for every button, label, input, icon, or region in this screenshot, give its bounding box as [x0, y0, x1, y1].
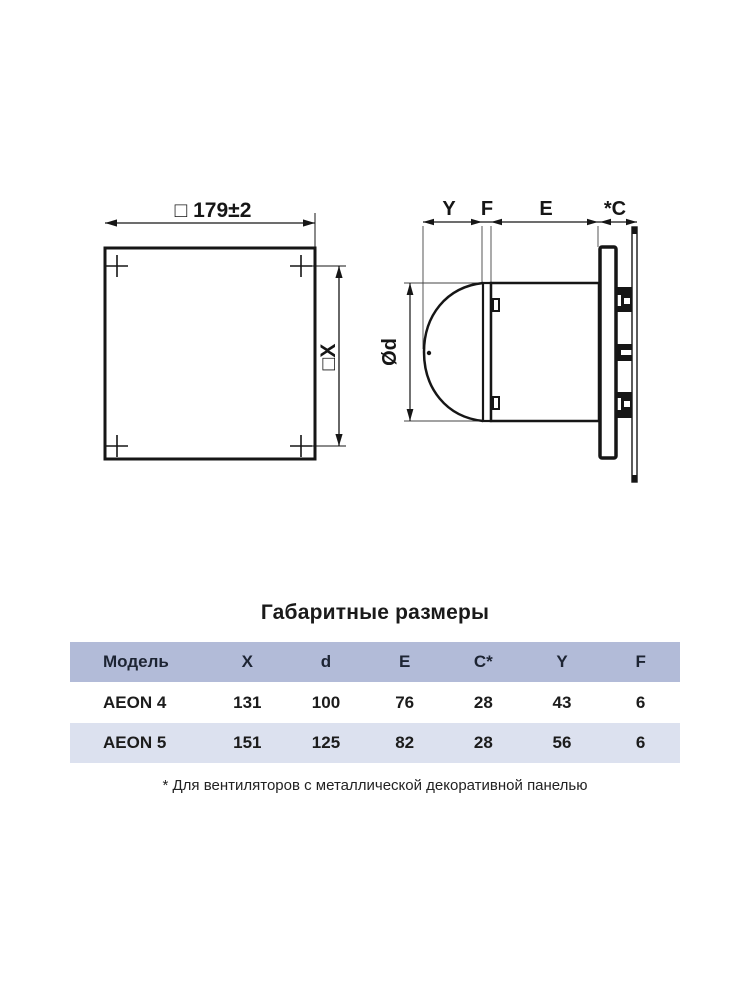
- front-width-dim-label: □ 179±2: [174, 199, 252, 222]
- cell-value: 56: [552, 733, 572, 752]
- fan-dome: [424, 283, 483, 421]
- cell-value: 28: [473, 733, 493, 752]
- cell-value: 131: [233, 692, 262, 712]
- table-footnote: * Для вентиляторов с металлической декоративной панелью: [162, 777, 588, 794]
- panel-clips: [616, 287, 633, 418]
- panel-end-bottom: [632, 475, 638, 482]
- header-cell-d: d: [320, 652, 332, 671]
- dim-label-e: E: [539, 198, 553, 220]
- cell-value: 28: [473, 692, 493, 712]
- dim-label-diameter: Ød: [379, 338, 401, 366]
- diameter-dimension: [407, 283, 414, 421]
- decorative-panel: [632, 227, 637, 482]
- cell-model: AEON 4: [103, 692, 167, 712]
- cell-value: 76: [395, 692, 415, 712]
- header-cell-c: C*: [473, 652, 493, 671]
- dome-indicator-dot: [427, 351, 431, 355]
- cell-value: 100: [311, 692, 341, 712]
- cell-value: 43: [552, 692, 572, 712]
- side-view: [404, 219, 638, 482]
- front-mount-dim-label: □X: [317, 343, 340, 371]
- dim-label-c: *C: [603, 198, 627, 220]
- header-cell-f: F: [635, 652, 646, 671]
- table-row-aeon5: [70, 723, 680, 763]
- cell-value: 6: [635, 692, 646, 712]
- cell-value: 82: [395, 733, 415, 752]
- cell-value: 125: [311, 733, 341, 752]
- duct-body: [491, 283, 599, 421]
- dim-label-y: Y: [442, 198, 456, 220]
- flange-plate: [600, 247, 616, 458]
- header-cell-model: Модель: [103, 652, 169, 671]
- table-header-row: [70, 642, 680, 682]
- front-view: [105, 213, 346, 459]
- table-title: Габаритные размеры: [260, 601, 490, 624]
- cell-model: AEON 5: [103, 733, 167, 752]
- cell-value: 6: [635, 733, 646, 752]
- duct-clip-top: [493, 299, 499, 311]
- dim-label-f: F: [480, 198, 494, 220]
- header-cell-e: E: [398, 652, 411, 671]
- panel-end-top: [632, 227, 638, 234]
- header-cell-x: X: [241, 652, 253, 671]
- duct-clip-bottom: [493, 397, 499, 409]
- cell-value: 151: [233, 733, 262, 752]
- table-row-aeon4: [70, 682, 680, 723]
- header-cell-y: Y: [556, 652, 568, 671]
- dimensions-table: [70, 642, 680, 763]
- front-panel-outline: [105, 248, 315, 459]
